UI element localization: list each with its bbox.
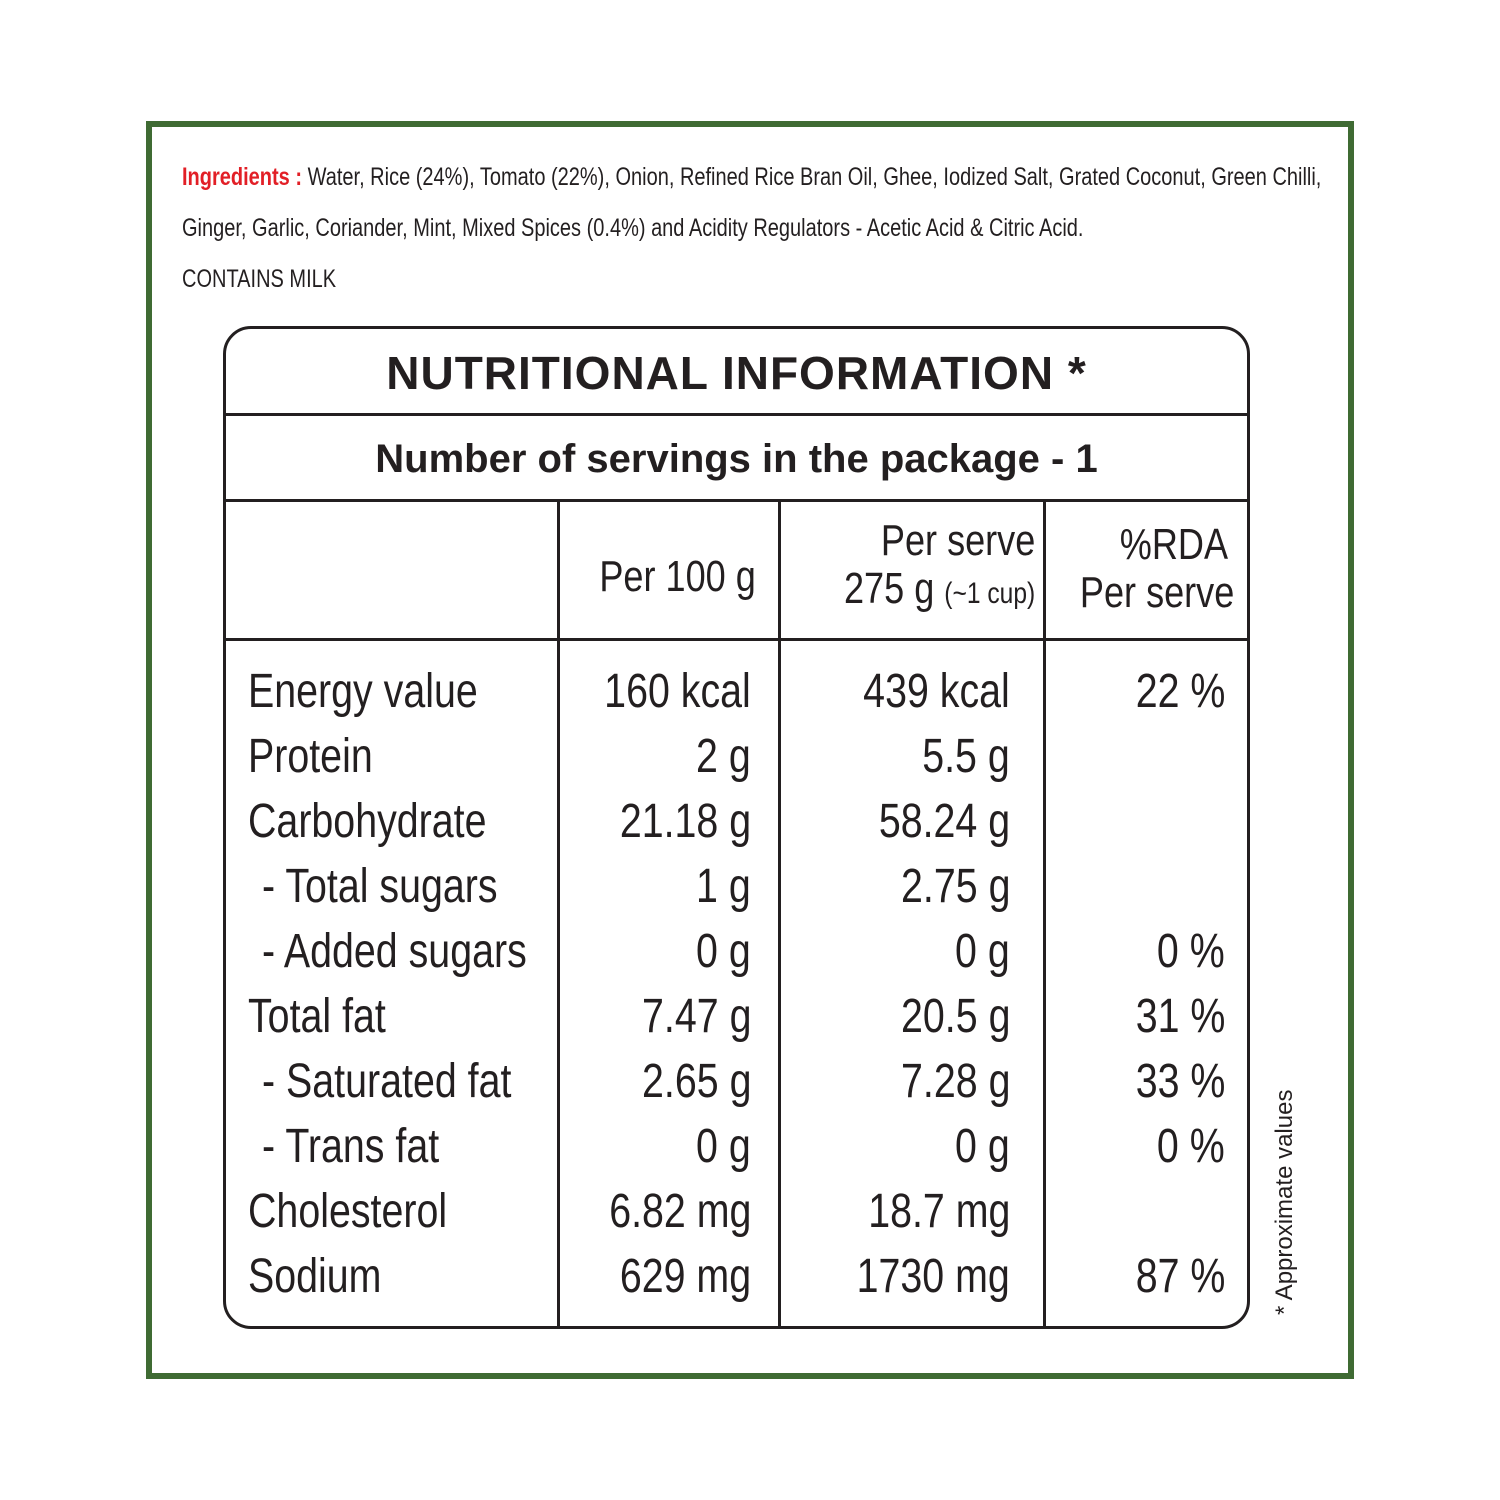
table-row (226, 984, 1247, 1049)
per-serve-value: 7.28 g (900, 1055, 1010, 1108)
table-row (226, 1179, 1247, 1244)
table-row (226, 789, 1247, 854)
table-row (226, 854, 1247, 919)
ingredients-label: Ingredients : (182, 163, 303, 191)
servings-count: Number of servings in the package - 1 (375, 437, 1098, 481)
per-100g-value: 1 g (696, 860, 751, 913)
rda-value: 87 % (1135, 1250, 1225, 1303)
footnote: * Approximate values (1271, 1089, 1298, 1315)
rda-value: 31 % (1135, 990, 1225, 1043)
divider (226, 638, 1247, 641)
nutrient-name: - Added sugars (262, 925, 527, 978)
nutrient-table (226, 659, 1247, 1309)
per-100g-value: 0 g (696, 1120, 751, 1173)
ingredients-text: Water, Rice (24%), Tomato (22%), Onion, Refined Rice Bran Oil, Ghee, Iodized Salt, Grated Coconut, Green Chilli, Ginger, Garlic, Coriander, Mint, Mixed Spices (0.4%) and Acidity Regulators - Acetic Acid & Citric Acid. (182, 163, 1322, 242)
nutrient-name: - Saturated fat (262, 1055, 512, 1108)
nutrient-name: Sodium (248, 1250, 382, 1303)
rda-value: 0 % (1157, 1120, 1225, 1173)
per-100g-value: 7.47 g (641, 990, 751, 1043)
per-serve-value: 0 g (955, 925, 1010, 978)
per-serve-value: 5.5 g (922, 730, 1010, 783)
nutrient-name: Cholesterol (248, 1185, 448, 1238)
table-row (226, 659, 1247, 724)
per-100g-value: 0 g (696, 925, 751, 978)
rda-value: 22 % (1135, 665, 1225, 718)
rda-value: 0 % (1157, 925, 1225, 978)
per-serve-value: 2.75 g (900, 860, 1010, 913)
table-row (226, 919, 1247, 984)
table-row (226, 1049, 1247, 1114)
header-rda: %RDA Per serve (1079, 520, 1235, 617)
per-serve-value: 1730 mg (856, 1250, 1010, 1303)
nutrient-name: Energy value (248, 665, 478, 718)
per-100g-value: 6.82 mg (608, 1185, 751, 1238)
nutrition-panel (223, 326, 1250, 1329)
table-row (226, 1114, 1247, 1179)
allergen-statement: CONTAINS MILK (182, 265, 337, 293)
per-100g-value: 629 mg (619, 1250, 751, 1303)
table-row (226, 724, 1247, 789)
per-serve-value: 439 kcal (863, 665, 1010, 718)
per-serve-value: 0 g (955, 1120, 1010, 1173)
rda-value: 33 % (1135, 1055, 1225, 1108)
nutrient-name: - Total sugars (262, 860, 498, 913)
per-100g-value: 160 kcal (604, 665, 751, 718)
per-serve-value: 20.5 g (900, 990, 1010, 1043)
ingredients-section (182, 152, 1332, 305)
header-per-100g: Per 100 g (599, 552, 756, 601)
per-100g-value: 2 g (696, 730, 751, 783)
per-100g-value: 2.65 g (641, 1055, 751, 1108)
nutrient-name: Total fat (248, 990, 386, 1043)
per-serve-value: 18.7 mg (867, 1185, 1010, 1238)
header-per-serve: Per serve 275 g (~1 cup) (843, 516, 1035, 613)
nutrient-name: - Trans fat (262, 1120, 440, 1173)
per-100g-value: 21.18 g (619, 795, 751, 848)
table-row (226, 1244, 1247, 1309)
divider (226, 499, 1247, 502)
nutrient-name: Protein (248, 730, 373, 783)
nutrient-name: Carbohydrate (248, 795, 487, 848)
nutrition-title: NUTRITIONAL INFORMATION * (386, 347, 1087, 399)
per-serve-value: 58.24 g (878, 795, 1010, 848)
